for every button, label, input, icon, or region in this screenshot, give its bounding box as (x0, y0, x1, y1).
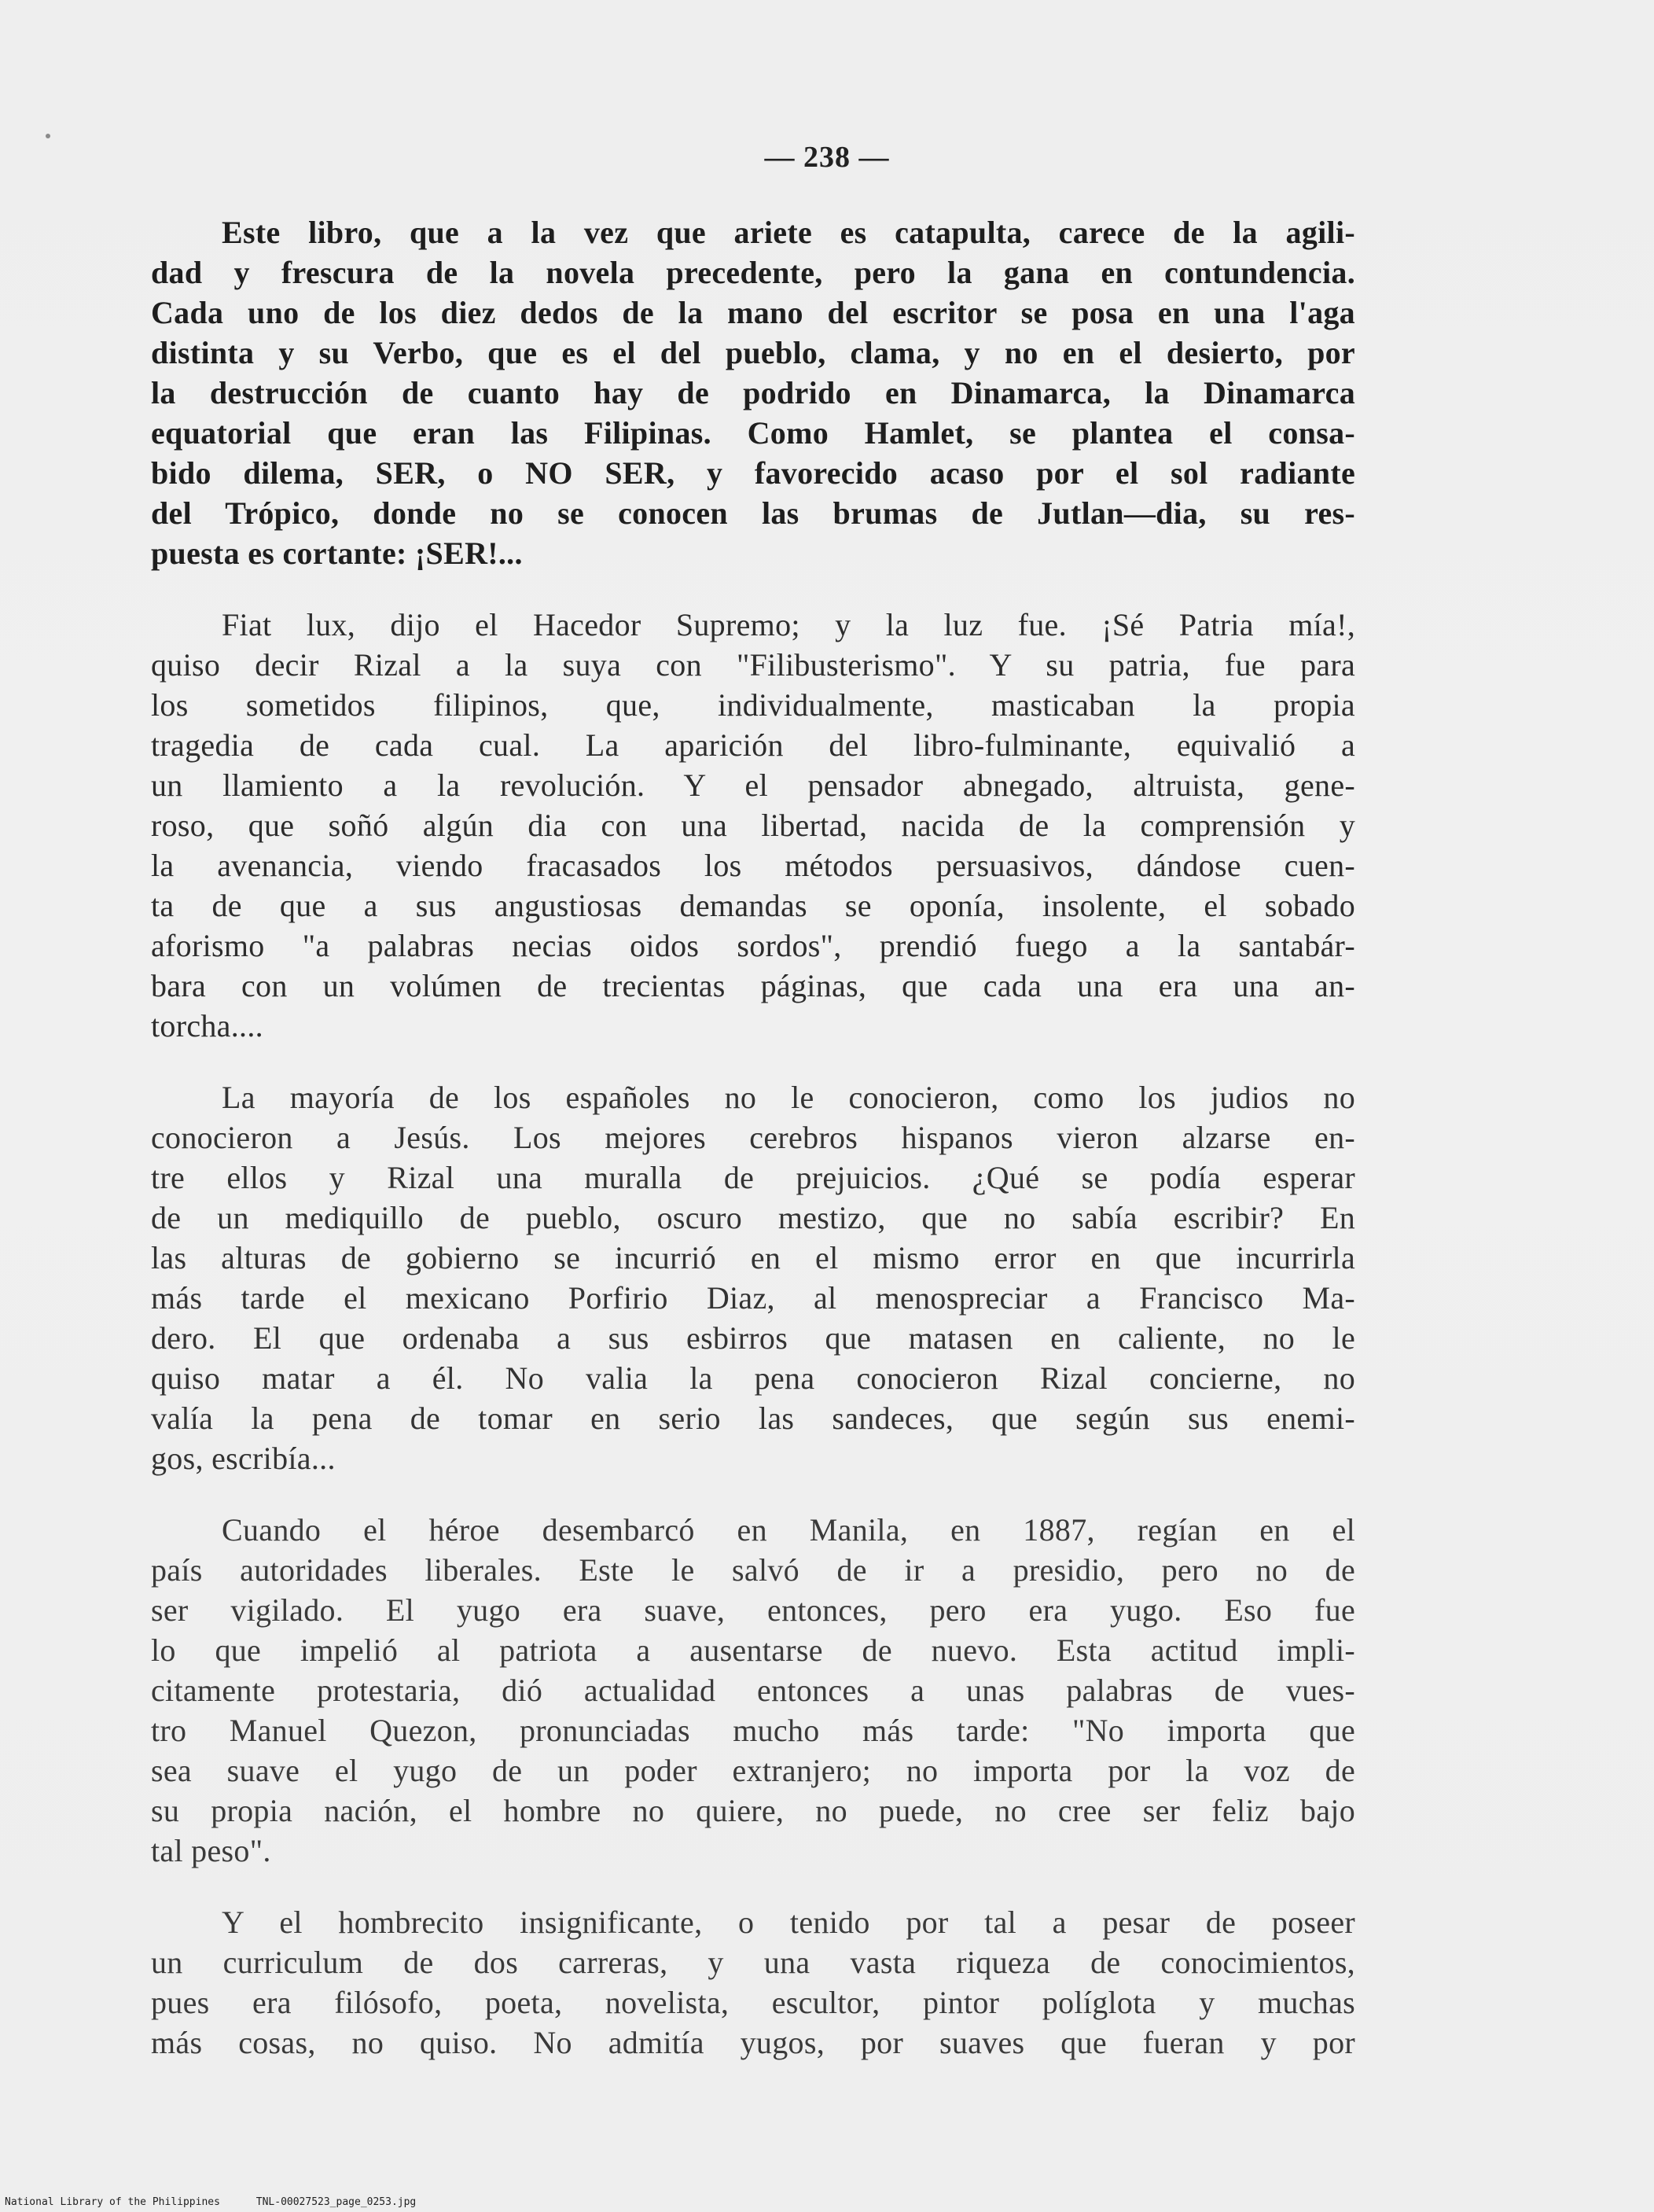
text-line: un llamiento a la revolución. Y el pensador abnegado, altruista, gene- (151, 767, 1355, 803)
text-line: sea suave el yugo de un poder extranjero; no importa por la voz de (151, 1753, 1355, 1788)
text-line: distinta y su Verbo, que es el del pueblo, clama, y no en el desierto, por (151, 335, 1355, 370)
file-id: TNL-00027523_page_0253.jpg (255, 2196, 417, 2208)
text-line: roso, que soñó algún dia con una libertad, nacida de la comprensión y (151, 808, 1355, 843)
scan-speck (46, 134, 50, 138)
text-line: lo que impelió al patriota a ausentarse de nuevo. Esta actitud impli- (151, 1632, 1355, 1668)
paragraph-3 (151, 1077, 1355, 1478)
text-line: valía la pena de tomar en serio las sandeces, que según sus enemi- (151, 1400, 1355, 1436)
text-line: los sometidos filipinos, que, individualmente, masticaban la propia (151, 687, 1355, 723)
paragraph-5 (151, 1902, 1355, 2063)
text-line: ta de que a sus angustiosas demandas se oponía, insolente, el sobado (151, 888, 1355, 923)
text-line: tre ellos y Rizal una muralla de prejuicios. ¿Qué se podía esperar (151, 1160, 1355, 1195)
text-line: puesta es cortante: ¡SER!... (151, 536, 523, 571)
text-line: Este libro, que a la vez que ariete es catapulta, carece de la agili- (222, 215, 1355, 250)
text-line: La mayoría de los españoles no le conocieron, como los judios no (222, 1080, 1355, 1115)
page-number: — 238 — (764, 141, 890, 174)
text-line: la destrucción de cuanto hay de podrido en Dinamarca, la Dinamarca (151, 375, 1355, 410)
text-line: quiso matar a él. No valia la pena conocieron Rizal concierne, no (151, 1360, 1355, 1396)
text-line: citamente protestaria, dió actualidad entonces a unas palabras de vues- (151, 1673, 1355, 1708)
text-line: pues era filósofo, poeta, novelista, escultor, pintor políglota y muchas (151, 1985, 1355, 2020)
text-line: más cosas, no quiso. No admitía yugos, por suaves que fueran y por (151, 2025, 1355, 2060)
text-line: tal peso". (151, 1833, 271, 1868)
text-line: quiso decir Rizal a la suya con "Filibusterismo". Y su patria, fue para (151, 647, 1355, 683)
text-line: del Trópico, donde no se conocen las brumas de Jutlan—dia, su res- (151, 495, 1355, 531)
text-line: dad y frescura de la novela precedente, pero la gana en contundencia. (151, 255, 1355, 290)
text-line: conocieron a Jesús. Los mejores cerebros hispanos vieron alzarse en- (151, 1120, 1355, 1155)
text-line: gos, escribía... (151, 1441, 336, 1476)
text-line: su propia nación, el hombre no quiere, no puede, no cree ser feliz bajo (151, 1793, 1355, 1828)
paragraph-2 (151, 605, 1355, 1046)
text-line: bido dilema, SER, o NO SER, y favorecido acaso por el sol radiante (151, 455, 1355, 491)
paragraph-1 (151, 212, 1355, 573)
text-line: Cada uno de los diez dedos de la mano del escritor se posa en una l'aga (151, 295, 1355, 330)
text-line: las alturas de gobierno se incurrió en el mismo error en que incurrirla (151, 1240, 1355, 1275)
text-body (151, 212, 1355, 2094)
text-line: dero. El que ordenaba a sus esbirros que matasen en caliente, no le (151, 1320, 1355, 1356)
library-name: National Library of the Philippines (5, 2196, 220, 2208)
text-line: un curriculum de dos carreras, y una vasta riqueza de conocimientos, (151, 1945, 1355, 1980)
text-line: país autoridades liberales. Este le salvó de ir a presidio, pero no de (151, 1552, 1355, 1588)
text-line: la avenancia, viendo fracasados los métodos persuasivos, dándose cuen- (151, 848, 1355, 883)
text-line: ser vigilado. El yugo era suave, entonces, pero era yugo. Eso fue (151, 1592, 1355, 1628)
text-line: bara con un volúmen de trecientas páginas, que cada una era una an- (151, 968, 1355, 1003)
text-line: de un mediquillo de pueblo, oscuro mestizo, que no sabía escribir? En (151, 1200, 1355, 1235)
text-line: Cuando el héroe desembarcó en Manila, en 1887, regían en el (222, 1512, 1355, 1548)
text-line: tro Manuel Quezon, pronunciadas mucho más tarde: "No importa que (151, 1713, 1355, 1748)
text-line: Fiat lux, dijo el Hacedor Supremo; y la luz fue. ¡Sé Patria mía!, (222, 607, 1355, 642)
paragraph-4 (151, 1510, 1355, 1871)
text-line: más tarde el mexicano Porfirio Diaz, al menospreciar a Francisco Ma- (151, 1280, 1355, 1316)
text-line: tragedia de cada cual. La aparición del libro-fulminante, equivalió a (151, 727, 1355, 763)
text-line: equatorial que eran las Filipinas. Como Hamlet, se plantea el consa- (151, 415, 1355, 451)
text-line: aforismo "a palabras necias oidos sordos", prendió fuego a la santabár- (151, 928, 1355, 963)
text-line: torcha.... (151, 1008, 263, 1043)
text-line: Y el hombrecito insignificante, o tenido por tal a pesar de poseer (222, 1905, 1355, 1940)
scan-footer (5, 2196, 416, 2208)
